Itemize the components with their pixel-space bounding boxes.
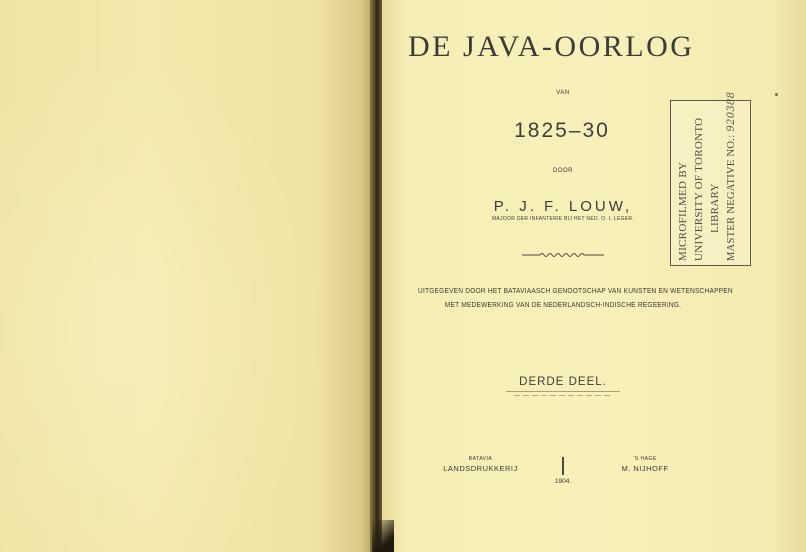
publisher-line-1: UITGEGEVEN DOOR HET BATAVIAASCH GENOOTSCHAP VAN KUNSTEN EN WETENSCHAPPEN — [418, 287, 733, 296]
volume-label: DERDE DEEL. — [519, 376, 607, 388]
volume-rule-dashed — [514, 395, 610, 396]
microfilm-stamp-text — [671, 91, 752, 267]
imprint-left-city: BATAVIA — [468, 456, 493, 462]
paper-fleck — [775, 93, 778, 96]
stamp-negative-number: 920388 — [726, 91, 737, 132]
stamp-negative-label: MASTER NEGATIVE NO.: — [726, 134, 737, 261]
book-title: DE JAVA-OORLOG — [408, 30, 695, 63]
stamp-line-4 — [726, 92, 737, 261]
wavy-ornament-divider — [520, 250, 606, 260]
stamp-line-3: LIBRARY — [709, 183, 721, 233]
microfilm-stamp — [670, 91, 751, 266]
van-label: VAN — [556, 90, 570, 96]
blank-left-page — [0, 0, 372, 552]
imprint-left-printer: LANDSDRUKKERIJ — [443, 464, 518, 473]
stamp-line-1: MICROFILMED BY — [677, 161, 689, 261]
author-role: MAJOOR DER INFANTERIE BIJ HET NED. O. I. LEGER. — [491, 216, 635, 222]
publisher-line-2: MET MEDEWERKING VAN DE NEDERLANDSCH-INDISCHE REGEERING. — [444, 300, 682, 309]
imprint-year: 1904. — [554, 478, 572, 485]
imprint-right-city: 'S HAGE — [633, 456, 657, 462]
book-years: 1825–30 — [514, 119, 610, 142]
volume-rule — [506, 391, 620, 392]
book-gutter — [370, 0, 382, 552]
stamp-line-2: UNIVERSITY OF TORONTO — [693, 117, 705, 261]
door-label: DOOR — [553, 168, 573, 174]
publisher-block — [418, 285, 733, 311]
imprint-divider — [562, 457, 564, 475]
author-name: P. J. F. LOUW, — [493, 198, 633, 215]
imprint-right-printer: M. NIJHOFF — [621, 464, 669, 473]
page-corner-shadow — [372, 520, 394, 552]
